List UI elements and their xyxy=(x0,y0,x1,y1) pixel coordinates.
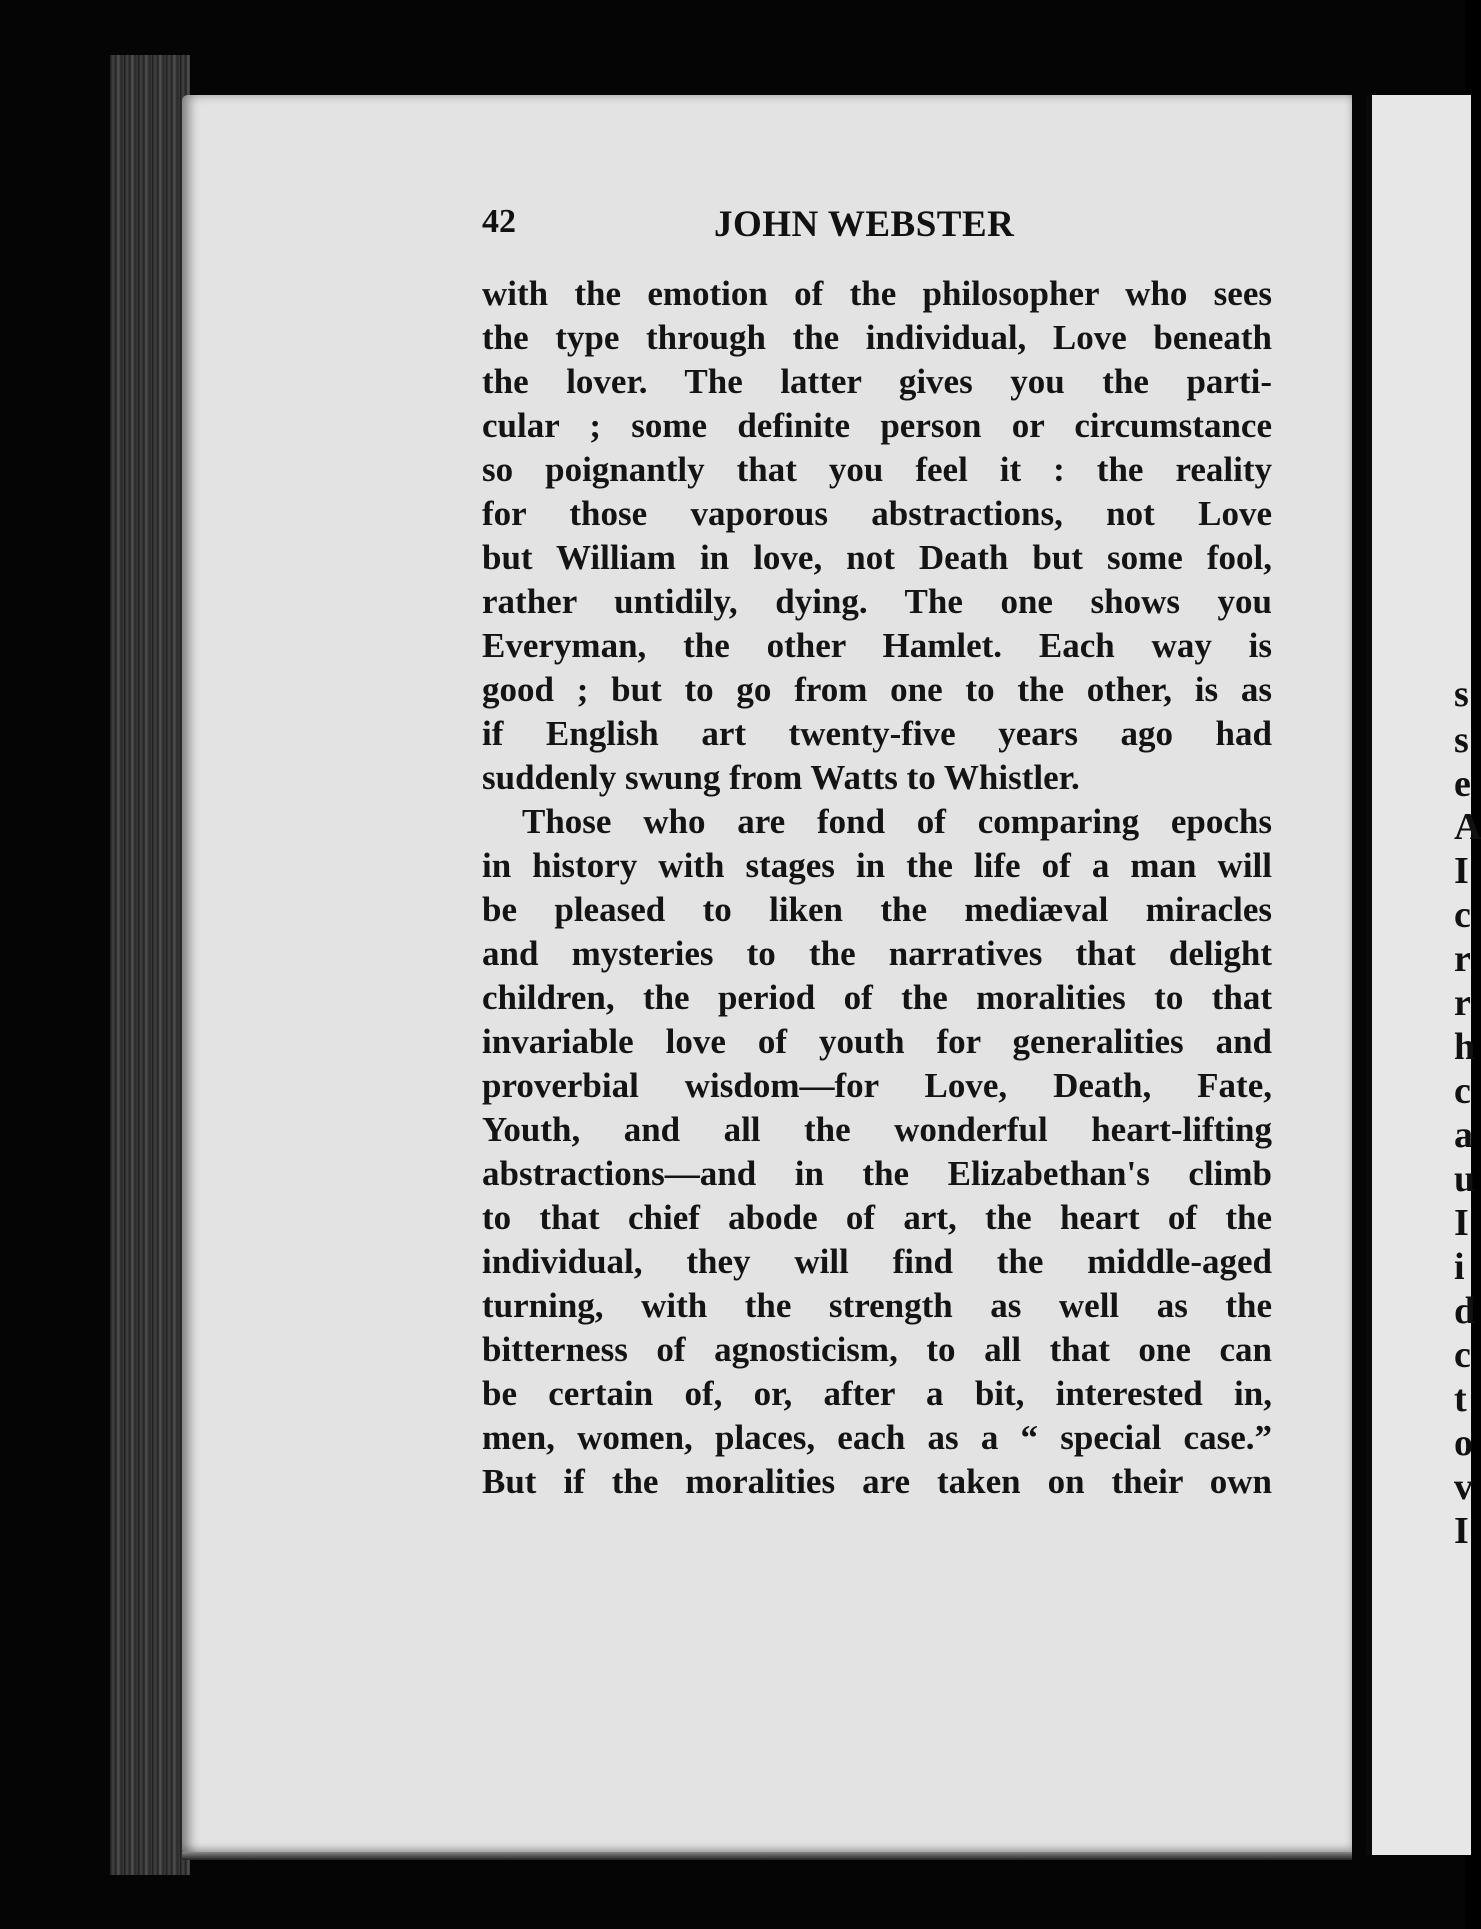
text-line: individual, they will find the middle-aged xyxy=(482,1242,1272,1281)
text-line: rather untidily, dying. The one shows you xyxy=(482,582,1272,621)
right-page-fragment: a xyxy=(1454,1114,1473,1156)
right-page-fragment: c xyxy=(1454,1334,1471,1376)
right-page-fragment: u xyxy=(1454,1158,1476,1200)
right-page-fragment: c xyxy=(1454,1070,1471,1112)
right-page-sliver xyxy=(1366,95,1481,1855)
text-line: so poignantly that you feel it : the reality xyxy=(482,450,1272,489)
text-line: cular ; some definite person or circumstance xyxy=(482,406,1272,445)
text-line: the type through the individual, Love beneath xyxy=(482,318,1272,357)
right-page-fragment: r xyxy=(1454,938,1471,980)
text-line: and mysteries to the narratives that delight xyxy=(482,934,1272,973)
right-page-fragment: A xyxy=(1454,806,1481,848)
right-page-fragment: I xyxy=(1454,1202,1469,1244)
text-line: but William in love, not Death but some fool, xyxy=(482,538,1272,577)
text-line: be pleased to liken the mediæval miracles xyxy=(482,890,1272,929)
text-line: But if the moralities are taken on their own xyxy=(482,1462,1272,1501)
text-line: Everyman, the other Hamlet. Each way is xyxy=(482,626,1272,665)
text-line: in history with stages in the life of a man will xyxy=(482,846,1272,885)
text-line: with the emotion of the philosopher who sees xyxy=(482,274,1272,313)
page-bottom-edge xyxy=(182,1852,1352,1860)
text-line: to that chief abode of art, the heart of the xyxy=(482,1198,1272,1237)
text-line: abstractions—and in the Elizabethan's climb xyxy=(482,1154,1272,1193)
body-text xyxy=(482,272,1272,1504)
text-line: be certain of, or, after a bit, interested in, xyxy=(482,1374,1272,1413)
right-page-fragment: d xyxy=(1454,1290,1476,1332)
right-page-fragment: I xyxy=(1454,850,1469,892)
running-head xyxy=(482,203,1272,253)
text-line: turning, with the strength as well as the xyxy=(482,1286,1272,1325)
right-page-fragment: o xyxy=(1454,1422,1473,1464)
text-line: men, women, places, each as a “ special case.” xyxy=(482,1418,1272,1457)
text-line: invariable love of youth for generalities and xyxy=(482,1022,1272,1061)
right-page-fragment: i xyxy=(1454,1246,1465,1288)
right-page-fragment: e xyxy=(1454,763,1471,805)
right-page-fragment: c xyxy=(1454,894,1471,936)
right-page-fragment: v xyxy=(1454,1466,1473,1508)
running-title: JOHN WEBSTER xyxy=(714,204,1015,245)
page-number: 42 xyxy=(482,203,516,240)
right-page-fragment: I xyxy=(1454,1510,1469,1552)
text-line: Youth, and all the wonderful heart-lifting xyxy=(482,1110,1272,1149)
text-line: the lover. The latter gives you the parti- xyxy=(482,362,1272,401)
right-page-fragment: r xyxy=(1454,982,1471,1024)
right-page-fragment: h xyxy=(1454,1026,1476,1068)
text-line: good ; but to go from one to the other, is as xyxy=(482,670,1272,709)
right-page-fragment: t xyxy=(1454,1378,1467,1420)
book-spine-edge xyxy=(110,55,190,1875)
text-line: for those vaporous abstractions, not Love xyxy=(482,494,1272,533)
text-line: proverbial wisdom—for Love, Death, Fate, xyxy=(482,1066,1272,1105)
text-line: suddenly swung from Watts to Whistler. xyxy=(482,758,1080,797)
right-page-fragment: s xyxy=(1454,673,1469,715)
right-page-fragment: s xyxy=(1454,719,1469,761)
text-line: Those who are fond of comparing epochs xyxy=(522,802,1272,841)
text-line: children, the period of the moralities to that xyxy=(482,978,1272,1017)
text-line: if English art twenty-five years ago had xyxy=(482,714,1272,753)
text-line: bitterness of agnosticism, to all that one can xyxy=(482,1330,1272,1369)
